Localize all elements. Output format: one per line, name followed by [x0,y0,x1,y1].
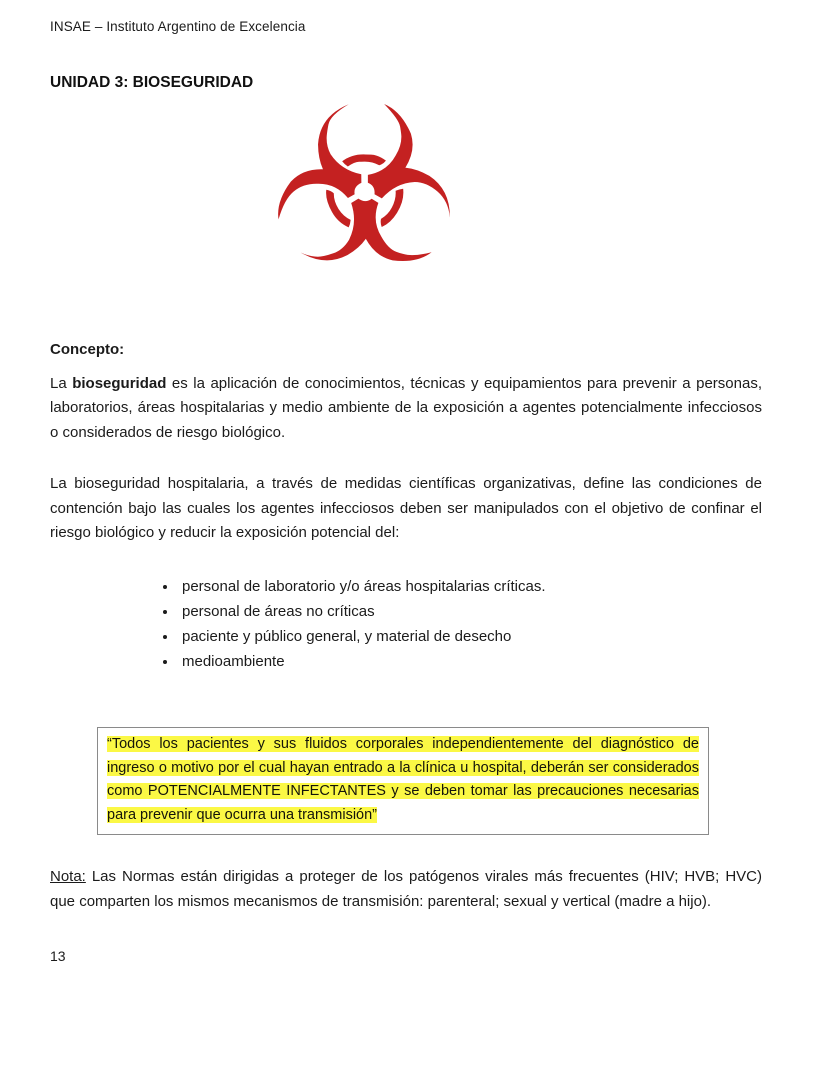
nota-text: Las Normas están dirigidas a proteger de los patógenos virales más frecuentes (HIV; HVB; HVC) que comparten los mismos mecanismos de transmisión: parenteral; sexual y vertical (madre a hijo). [50,868,762,910]
paragraph-text-rest: es la aplicación de conocimientos, técnicas y equipamientos para prevenir a personas, laboratorios, áreas hospitalarias y medio ambiente de la exposición a agentes potencialmente infecciosos o considerados de riesgo biológico. [50,375,762,441]
list-item: • medioambiente [178,651,762,673]
paragraph-text-prefix: La [50,375,73,392]
quote-text: “Todos los pacientes y sus fluidos corporales independientemente del diagnóstico de ingreso o motivo por el cual hayan entrado a la clínica u hospital, deberán ser considerados como POTENCIALMENTE INFECTANTES y se deben tomar las precauciones necesarias para prevenir que ocurra una transmisión” [107,736,699,823]
bullet-list [50,576,762,674]
highlighted-quote-box [97,727,709,835]
page-title: UNIDAD 3: BIOSEGURIDAD [50,74,254,91]
nota-paragraph [50,865,762,914]
bold-term-bioseguridad: bioseguridad [72,375,167,392]
document-header: INSAE – Instituto Argentino de Excelencia [50,19,306,34]
nota-label: Nota: [50,868,86,886]
list-item: • paciente y público general, y material de desecho [178,626,762,648]
concept-heading: Concepto: [50,341,125,358]
biohazard-icon: ☣ [267,60,461,312]
paragraph-bioseguridad-hospitalaria: La bioseguridad hospitalaria, a través de medidas científicas organizativas, define las condiciones de contención bajo las cuales los agentes infecciosos deben ser manipulados con el objetivo de confinar el riesgo biológico y reducir la exposición potencial del: [50,475,762,542]
list-item: • personal de laboratorio y/o áreas hospitalarias críticas. [178,576,762,598]
list-item: • personal de áreas no críticas [178,601,762,623]
paragraph-bioseguridad-definition [50,372,762,445]
page-number: 13 [50,948,66,964]
